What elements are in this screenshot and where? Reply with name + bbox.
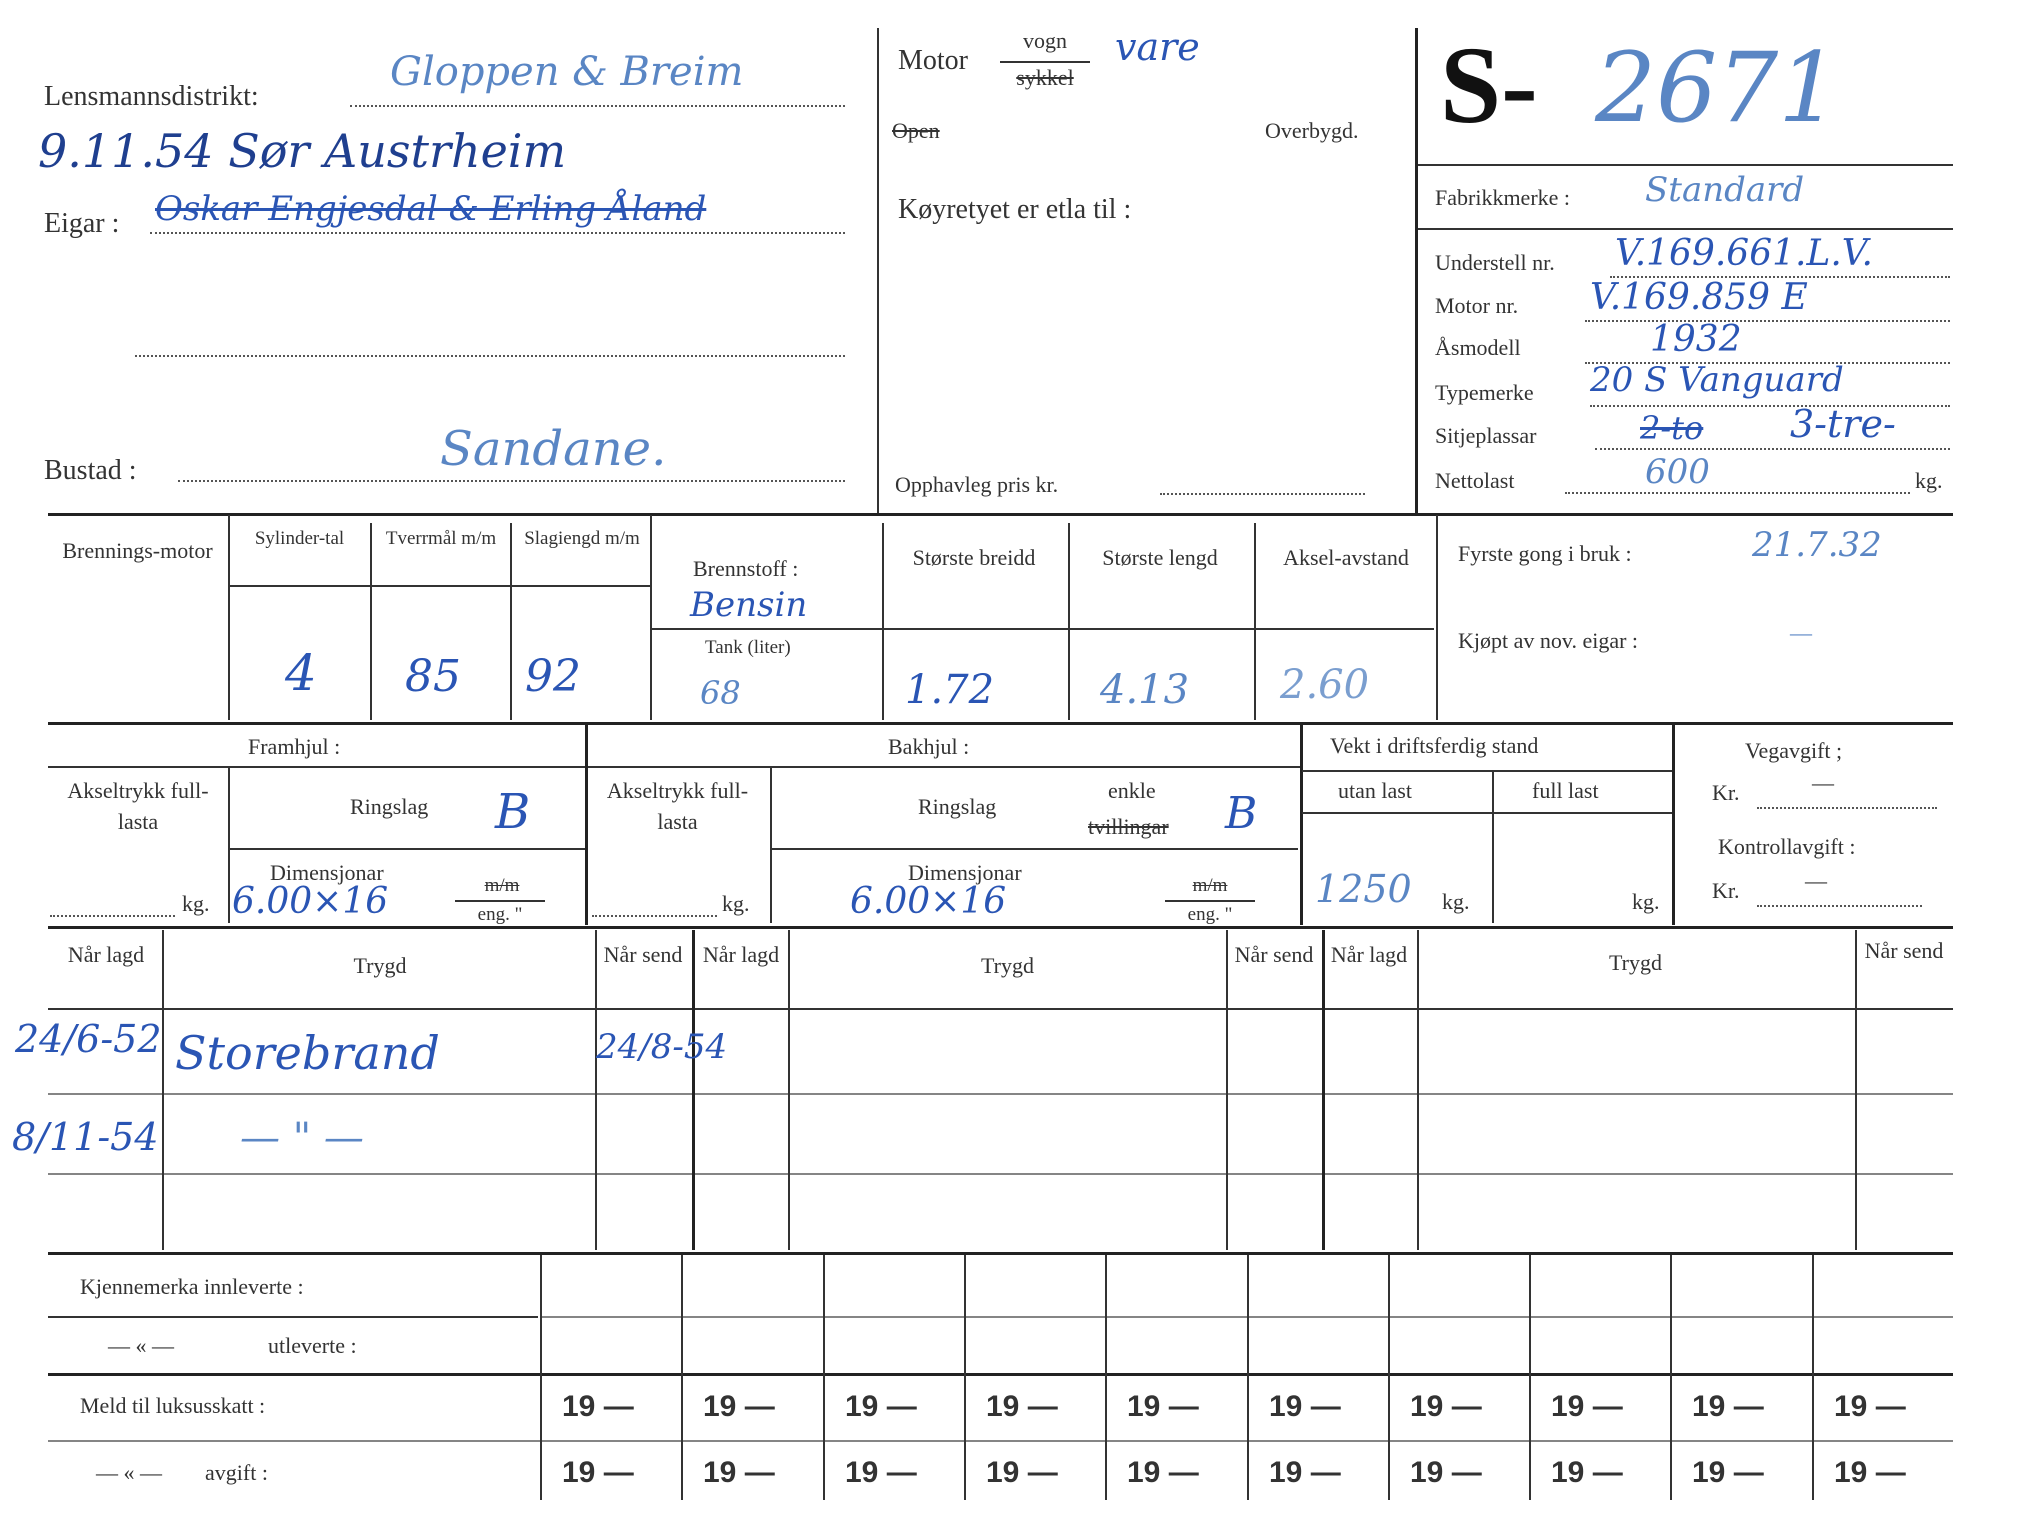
bottom-col-7	[1529, 1255, 1531, 1500]
opphavleg-line	[1160, 493, 1365, 495]
utan-last-kg: kg.	[1442, 889, 1470, 914]
insurance-row-line-2	[48, 1173, 1953, 1175]
ins-col-3	[692, 930, 695, 1250]
full-last-kg: kg.	[1632, 889, 1660, 914]
ins-row1-trygd: Storebrand	[175, 1026, 440, 1080]
wheels-header-line	[48, 766, 1300, 768]
g1-nar-send-header	[597, 940, 689, 970]
kjennemerka-line	[48, 1316, 538, 1318]
kontrollavgift-line	[1757, 905, 1922, 907]
lensmannsdistrikt-value: Gloppen & Breim	[390, 49, 744, 95]
motor-nr-value: V.169.859 E	[1590, 277, 1808, 318]
brennstoff-label: Brennstoff :	[693, 556, 799, 581]
vogn-label: vogn	[1023, 28, 1067, 53]
avgift-year-5: 19 —	[1127, 1456, 1199, 1489]
bottom-col-6	[1388, 1255, 1390, 1500]
fram-kg: kg.	[182, 891, 210, 916]
ins-col-7	[1417, 930, 1419, 1250]
fram-mm-label: m/m	[484, 875, 520, 896]
typemerke-line	[1590, 405, 1950, 407]
avgift-year-4: 19 —	[986, 1456, 1058, 1489]
bak-akseltrykk-line	[592, 915, 717, 917]
fabrikkmerke-bottom-line	[1418, 228, 1953, 230]
meld-year-6: 19 —	[1269, 1390, 1341, 1423]
sitjeplassar-line	[1595, 448, 1950, 450]
vegavgift-kr-label: Kr.	[1712, 780, 1740, 805]
fram-akseltrykk-label	[48, 776, 228, 838]
utan-last-value: 1250	[1315, 867, 1412, 911]
ins-col-4	[788, 930, 790, 1250]
insurance-header-line	[48, 1008, 1953, 1010]
vogn-fraction-line	[1000, 61, 1090, 63]
nettolast-value: 600	[1645, 452, 1710, 492]
brennstoff-line	[652, 628, 882, 630]
tvillingar-label: tvillingar	[1088, 814, 1169, 839]
bak-kg: kg.	[722, 891, 750, 916]
eigar-label: Eigar :	[44, 208, 120, 239]
divider-top-2	[1415, 28, 1418, 513]
avgift-year-1: 19 —	[562, 1456, 634, 1489]
storste-breidd-label	[884, 543, 1064, 573]
motor-sub-line	[230, 585, 650, 587]
fyrste-gong-value: 21.7.32	[1752, 525, 1882, 565]
avgift-year-8: 19 —	[1551, 1456, 1623, 1489]
g3-nar-send-text: Når send	[1864, 938, 1944, 963]
g2-trygd-header: Trygd	[981, 953, 1034, 978]
tverrmal-text: Tverrmål m/m	[385, 528, 497, 549]
divider-top-1	[877, 28, 879, 513]
motor-col-div-7	[1254, 523, 1256, 720]
g1-trygd-header: Trygd	[353, 953, 407, 978]
sylindertal-text: Sylinder-tal	[254, 528, 345, 549]
meld-year-7: 19 —	[1410, 1390, 1482, 1423]
motor-col-div-6	[1068, 523, 1070, 720]
bottom-col-4	[1105, 1255, 1107, 1500]
avgift-label: avgift :	[205, 1460, 268, 1485]
vekt-line	[1302, 770, 1672, 772]
ins-col-1	[162, 930, 164, 1250]
meld-label: Meld til luksusskatt :	[80, 1393, 266, 1418]
g3-trygd-header: Trygd	[1609, 950, 1662, 975]
enkle-label: enkle	[1108, 778, 1156, 803]
bottom-col-9	[1812, 1255, 1814, 1500]
bak-ringslag-label: Ringslag	[918, 794, 997, 819]
bak-akseltrykk-label	[590, 776, 765, 838]
avgift-year-3: 19 —	[845, 1456, 917, 1489]
bak-mm-line	[1165, 900, 1255, 902]
akselavstand-text: Aksel-avstand	[1283, 545, 1409, 570]
avgift-year-7: 19 —	[1410, 1456, 1482, 1489]
divider-main-5	[48, 1373, 1953, 1376]
eigar-line-2	[135, 355, 845, 357]
dim-sub-line	[884, 628, 1434, 630]
ins-row1-lagd: 24/6-52	[15, 1017, 162, 1061]
motor-nr-line	[1585, 320, 1950, 322]
fram-div	[228, 768, 230, 923]
fabrikkmerke-label: Fabrikkmerke :	[1435, 185, 1571, 210]
slagiengd-label	[512, 528, 652, 551]
avgift-year-2: 19 —	[703, 1456, 775, 1489]
asmodell-label: Åsmodell	[1435, 335, 1521, 360]
bottom-col-8	[1670, 1255, 1672, 1500]
bak-dim-value: 6.00×16	[850, 881, 1007, 922]
sylindertal-label	[232, 528, 367, 551]
bak-akseltrykk-text: Akseltrykk full-lasta	[606, 778, 749, 834]
reg-bottom-line	[1418, 164, 1953, 166]
bak-ringslag-line	[772, 848, 1298, 850]
meld-year-3: 19 —	[845, 1390, 917, 1423]
fram-dim-value: 6.00×16	[232, 881, 389, 922]
storste-breidd-value: 1.72	[905, 667, 995, 713]
bakhjul-label: Bakhjul :	[888, 734, 970, 759]
lensmannsdistrikt-label: Lensmannsdistrikt:	[44, 81, 259, 112]
vekt-div	[1492, 770, 1494, 923]
insurance-row-line-1	[48, 1093, 1953, 1095]
bottom-col-0	[540, 1255, 542, 1500]
fram-akseltrykk-line	[50, 915, 175, 917]
motor-label: Motor	[898, 45, 968, 76]
motor-nr-label: Motor nr.	[1435, 293, 1519, 318]
bottom-col-5	[1247, 1255, 1249, 1500]
brenningsmotor-label	[50, 536, 225, 567]
bak-ringslag-value: B	[1225, 788, 1258, 839]
motor-col-div-4	[650, 515, 652, 720]
ins-row1-send: 24/8-54	[596, 1027, 728, 1067]
g3-nar-send-header	[1858, 936, 1950, 966]
nettolast-unit: kg.	[1915, 468, 1943, 493]
tverrmal-value: 85	[405, 651, 461, 702]
sitjeplassar-struck: 2-to	[1640, 409, 1704, 447]
reg-prefix: S-	[1440, 24, 1538, 146]
understell-value: V.169.661.L.V.	[1615, 233, 1873, 274]
avgift-year-9: 19 —	[1692, 1456, 1764, 1489]
storste-lengd-value: 4.13	[1100, 667, 1190, 713]
g2-nar-send-text: Når send	[1234, 942, 1314, 967]
divider-main-4	[48, 1252, 1953, 1255]
avgift-year-10: 19 —	[1834, 1456, 1906, 1489]
bustad-value: Sandane.	[440, 421, 667, 477]
vegavgift-label: Vegavgift ;	[1745, 738, 1843, 763]
divider-main-3	[48, 926, 1953, 929]
motor-col-div-8	[1436, 515, 1438, 720]
bustad-label: Bustad :	[44, 455, 137, 486]
bak-div	[770, 768, 772, 923]
bottom-col-3	[964, 1255, 966, 1500]
nettolast-line	[1565, 492, 1910, 494]
tverrmal-label	[372, 528, 510, 551]
ins-row2-lagd: 8/11-54	[12, 1115, 159, 1159]
sylindertal-value: 4	[285, 644, 317, 702]
brennstoff-value: Bensin	[690, 585, 808, 625]
wheels-div-avgift	[1672, 725, 1675, 925]
reg-number: 2671	[1595, 32, 1840, 144]
fram-ringslag-line	[230, 848, 585, 850]
fram-mm-line	[455, 900, 545, 902]
motor-value: vare	[1115, 25, 1200, 69]
vekt-sub-line	[1302, 812, 1672, 814]
ins-col-2	[595, 930, 597, 1250]
fabrikkmerke-value: Standard	[1645, 170, 1805, 210]
kjopt-value: —	[1790, 620, 1812, 645]
bak-mm-label: m/m	[1192, 875, 1228, 896]
g2-nar-send-header	[1228, 940, 1320, 970]
fram-akseltrykk-text: Akseltrykk full-lasta	[67, 778, 209, 834]
slagiengd-text: Slagiengd m/m	[524, 528, 640, 549]
open-label: Open	[892, 118, 940, 143]
storste-lengd-label	[1070, 543, 1250, 573]
meld-year-8: 19 —	[1551, 1390, 1623, 1423]
motor-col-div-2	[370, 523, 372, 720]
g1-nar-lagd-header	[50, 940, 162, 970]
sykkel-label: sykkel	[1016, 65, 1074, 90]
divider-main-1	[48, 513, 1953, 516]
kjopt-label: Kjøpt av nov. eigar :	[1458, 628, 1639, 653]
opphavleg-label: Opphavleg pris kr.	[895, 472, 1059, 497]
bottom-col-1	[681, 1255, 683, 1500]
typemerke-value: 20 S Vanguard	[1590, 360, 1844, 400]
tank-label: Tank (liter)	[705, 637, 791, 658]
sitjeplassar-label: Sitjeplassar	[1435, 423, 1537, 448]
full-last-label: full last	[1532, 778, 1599, 803]
wheels-div-fram-bak	[585, 725, 588, 925]
fram-ringslag-label: Ringslag	[350, 794, 429, 819]
bustad-line	[178, 480, 845, 482]
koyretyet-label: Køyretyet er etla til :	[898, 194, 1132, 225]
fyrste-gong-label: Fyrste gong i bruk :	[1458, 541, 1632, 566]
kontrollavgift-label: Kontrollavgift :	[1718, 834, 1856, 859]
g2-nar-lagd-text: Når lagd	[702, 942, 780, 967]
meld-line	[48, 1440, 1953, 1442]
wheels-div-vekt	[1300, 725, 1303, 925]
kjennemerka-ditto: — « —	[108, 1333, 174, 1358]
slagiengd-value: 92	[525, 651, 581, 702]
tank-value: 68	[700, 674, 741, 712]
bak-dim-label: Dimensjonar	[908, 860, 1022, 885]
understell-label: Understell nr.	[1435, 250, 1555, 275]
meld-year-4: 19 —	[986, 1390, 1058, 1423]
nettolast-label: Nettolast	[1435, 468, 1515, 493]
utan-last-label: utan last	[1338, 778, 1412, 803]
motor-col-div-1	[228, 515, 230, 720]
meld-year-5: 19 —	[1127, 1390, 1199, 1423]
avgift-ditto: — « —	[96, 1460, 162, 1485]
fram-dim-label: Dimensjonar	[270, 860, 384, 885]
ins-col-8	[1855, 930, 1857, 1250]
divider-main-2	[48, 722, 1953, 725]
motor-col-div-3	[510, 523, 512, 720]
asmodell-value: 1932	[1650, 319, 1742, 360]
kjennemerka-label: Kjennemerka innleverte :	[80, 1274, 304, 1299]
framhjul-label: Framhjul :	[248, 734, 341, 759]
akselavstand-value: 2.60	[1280, 662, 1370, 708]
ins-col-6	[1322, 930, 1325, 1250]
g1-nar-lagd-text: Når lagd	[67, 942, 145, 967]
overbygd-label: Overbygd.	[1265, 118, 1359, 143]
kontrollavgift-kr-label: Kr.	[1712, 878, 1740, 903]
bottom-col-2	[823, 1255, 825, 1500]
meld-year-2: 19 —	[703, 1390, 775, 1423]
typemerke-label: Typemerke	[1435, 380, 1534, 405]
bak-eng-label: eng. "	[1187, 904, 1233, 925]
eigar-prefix-value: 9.11.54 Sør Austrheim	[38, 124, 567, 178]
storste-breidd-text: Største breidd	[912, 545, 1036, 570]
eigar-value: Oskar Engjesdal & Erling Åland	[155, 189, 707, 229]
akselavstand-label	[1256, 543, 1436, 573]
meld-year-9: 19 —	[1692, 1390, 1764, 1423]
avgift-year-6: 19 —	[1269, 1456, 1341, 1489]
g2-nar-lagd-header	[695, 940, 787, 970]
meld-year-1: 19 —	[562, 1390, 634, 1423]
utleverte-label: utleverte :	[268, 1333, 357, 1358]
eigar-line	[150, 232, 845, 234]
ins-row2-trygd: — " —	[240, 1115, 364, 1161]
vegavgift-line	[1757, 807, 1937, 809]
g3-nar-lagd-text: Når lagd	[1330, 942, 1408, 967]
fram-eng-label: eng. "	[477, 904, 523, 925]
meld-year-10: 19 —	[1834, 1390, 1906, 1423]
brenningsmotor-text: Brennings-motor	[62, 538, 213, 563]
g3-nar-lagd-header	[1323, 940, 1415, 970]
g1-nar-send-text: Når send	[603, 942, 683, 967]
fram-ringslag-value: B	[495, 784, 531, 840]
sitjeplassar-value: 3-tre-	[1790, 402, 1896, 446]
storste-lengd-text: Største lengd	[1102, 545, 1218, 570]
kontrollavgift-value: —	[1805, 868, 1827, 893]
vekt-label: Vekt i driftsferdig stand	[1330, 733, 1539, 758]
vegavgift-value: —	[1812, 770, 1834, 795]
lensmannsdistrikt-line	[350, 105, 845, 107]
ins-col-5	[1226, 930, 1228, 1250]
